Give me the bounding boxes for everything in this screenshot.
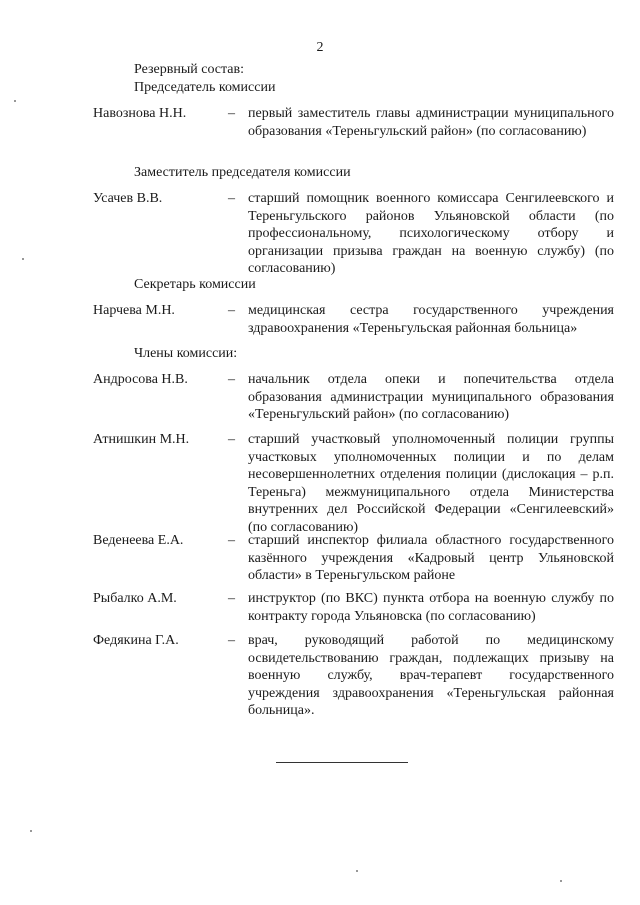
member-description: старший помощник военного комиссара Сенгилеевского и Тереньгульского районов Ульяновской области (по профессиональному, психологическому отбору и организации призыва граждан на военную службу) (по согласованию) [248, 191, 614, 276]
member-dash: – [228, 191, 235, 206]
member-name: Атнишкин М.Н. [93, 432, 190, 447]
member-description: медицинская сестра государственного учреждения здравоохранения «Тереньгульская районная больница» [248, 303, 614, 336]
member-description: первый заместитель главы администрации муниципального образования «Тереньгульский район» (по согласованию) [248, 106, 614, 139]
member-description: начальник отдела опеки и попечительства отдела образования администрации муниципального образования «Тереньгульский район» (по согласованию) [248, 372, 614, 422]
member-name: Навознова Н.Н. [93, 106, 187, 121]
member-dash: – [228, 432, 235, 447]
member-name: Нарчева М.Н. [93, 303, 175, 318]
scan-speck [356, 870, 358, 872]
closing-line [276, 762, 408, 763]
scan-speck [22, 258, 24, 260]
member-dash: – [228, 591, 235, 606]
section-heading-deputy: Заместитель председателя комиссии [134, 165, 351, 180]
member-name: Рыбалко А.М. [93, 591, 177, 606]
scan-speck [560, 880, 562, 882]
reserve-heading: Резервный состав: [134, 62, 245, 77]
section-heading-chairman: Председатель комиссии [134, 80, 276, 95]
member-description: старший участковый уполномоченный полиции группы участковых уполномоченных полиции и по делам несовершеннолетних отделения полиции (дислокация – р.п. Тереньга) межмуниципального отдела Министерства внутренних дел Российской Федерации «Сенгилеевский» (по согласованию) [248, 432, 614, 535]
member-dash: – [228, 106, 235, 121]
member-name: Веденеева Е.А. [93, 533, 184, 548]
scan-speck [14, 100, 16, 102]
scan-speck [30, 830, 32, 832]
member-dash: – [228, 533, 235, 548]
member-description: старший инспектор филиала областного государственного казённого учреждения «Кадровый центр Ульяновской области» в Тереньгульском районе [248, 533, 614, 583]
member-name: Усачев В.В. [93, 191, 163, 206]
page-number: 2 [316, 40, 324, 55]
member-dash: – [228, 303, 235, 318]
member-description: врач, руководящий работой по медицинскому освидетельствованию граждан, подлежащих призыву на военную службу, врач-терапевт государственного учреждения здравоохранения «Тереньгульская районная больница». [248, 633, 614, 718]
member-name: Федякина Г.А. [93, 633, 179, 648]
member-description: инструктор (по ВКС) пункта отбора на военную службу по контракту города Ульяновска (по согласованию) [248, 591, 614, 624]
member-dash: – [228, 633, 235, 648]
section-heading-secretary: Секретарь комиссии [134, 277, 256, 292]
member-dash: – [228, 372, 235, 387]
member-name: Андросова Н.В. [93, 372, 188, 387]
section-heading-members: Члены комиссии: [134, 346, 238, 361]
